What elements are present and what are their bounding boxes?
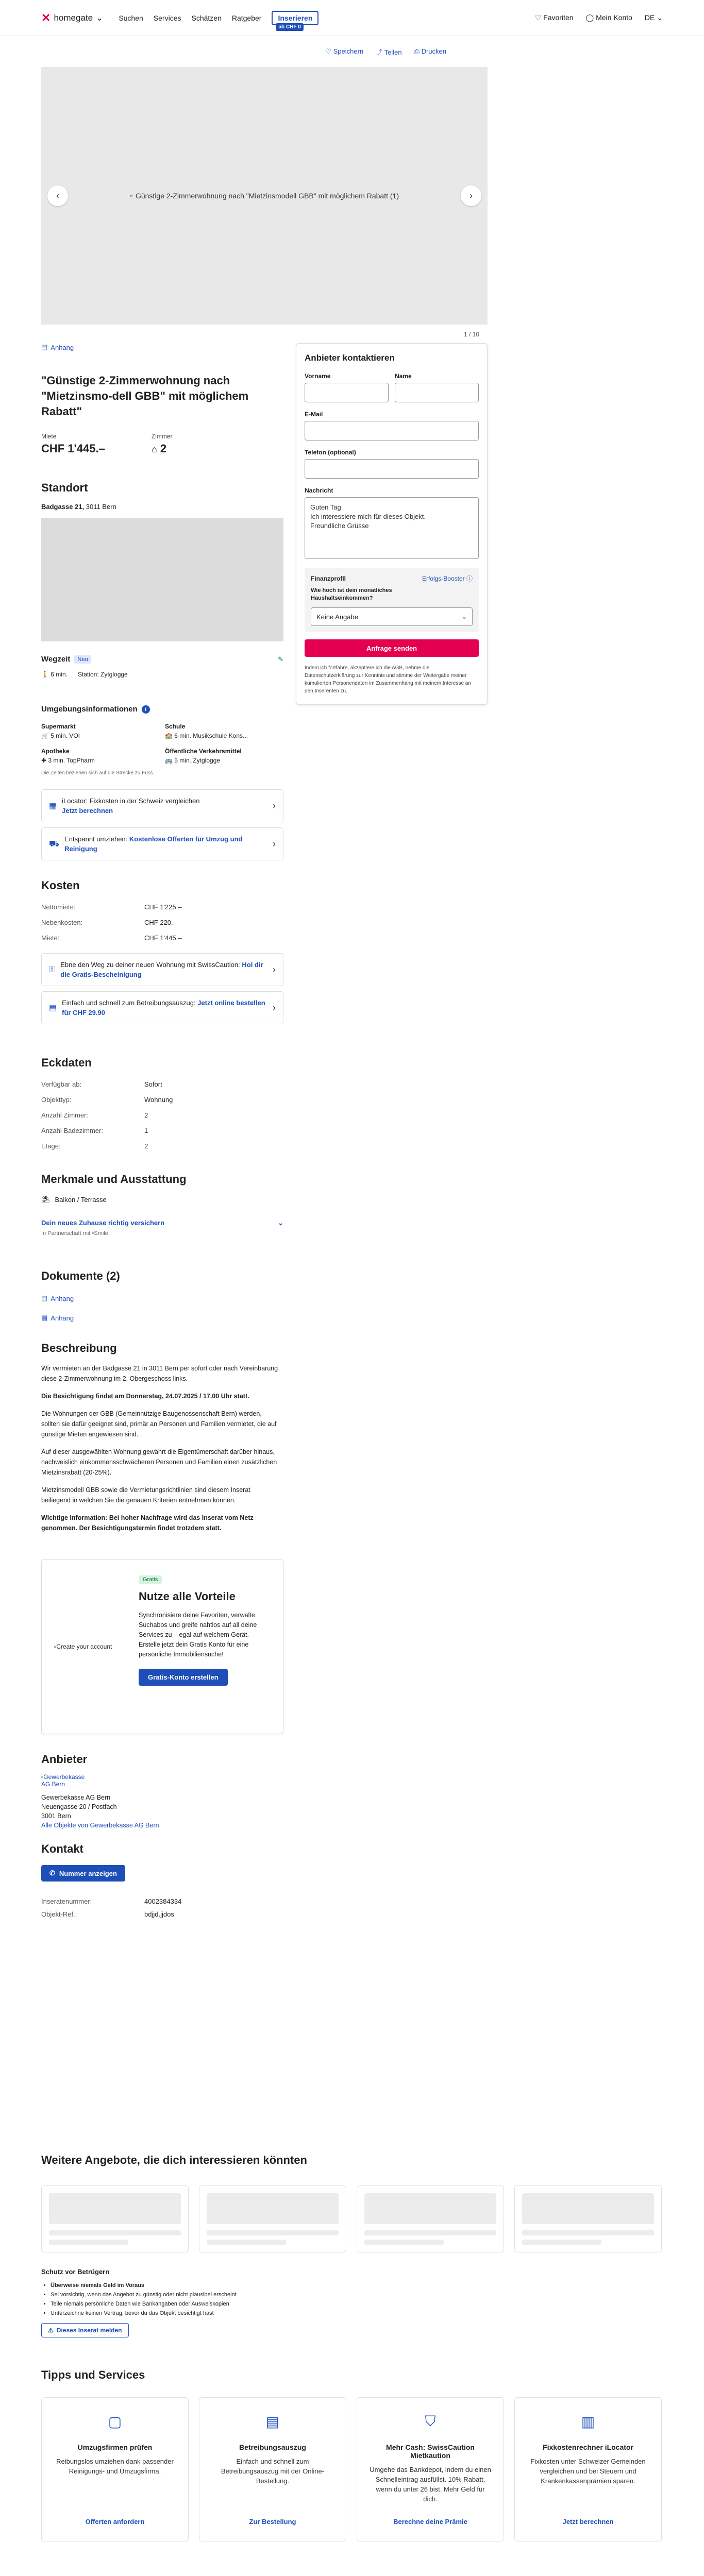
finance-booster[interactable] [422, 574, 473, 583]
description-body [41, 1363, 278, 1533]
tip-card-swisscaution[interactable] [357, 2397, 504, 2541]
homegate-logo[interactable] [41, 11, 103, 25]
tip-card-betreibung[interactable] [199, 2397, 346, 2541]
rooms-block [152, 433, 173, 455]
wayto-detail [41, 671, 283, 678]
contact-key: Objekt-Ref.: [41, 1910, 77, 1918]
tip-title: Fixkostenrechner iLocator [543, 2443, 633, 2451]
contact-form [296, 343, 488, 705]
name-row [305, 372, 479, 402]
skeleton-line [49, 2230, 181, 2235]
pencil-icon[interactable]: ✎ [278, 655, 283, 663]
rent-block [41, 433, 105, 455]
keydata-key: Anzahl Badezimmer: [41, 1127, 103, 1134]
tip-text: Fixkosten unter Schweizer Gemeinden vergleichen und bei Steuern und Krankenkassenprämien sparen. [530, 2458, 646, 2485]
moving-promo[interactable] [41, 827, 283, 860]
insert-button[interactable] [272, 11, 319, 30]
rooms-number: 2 [160, 442, 167, 455]
phone-icon: ✆ [49, 1869, 55, 1877]
info-icon: ⓘ [466, 575, 473, 582]
benefits-heading: Nutze alle Vorteile [139, 1590, 236, 1603]
tip-text: Einfach und schnell zum Betreibungsauszug mit der Online-Bestellung. [221, 2458, 325, 2485]
key-icon: ⚿ [49, 965, 56, 974]
create-account-button[interactable]: Gratis-Konto erstellen [139, 1669, 228, 1686]
keydata-key: Objekttyp: [41, 1096, 72, 1104]
phone-input[interactable] [305, 459, 479, 479]
env-value-text: 6 min. Musikschule Kons... [174, 732, 248, 739]
keydata-table [41, 1077, 283, 1154]
document-icon: ▤ [49, 1003, 57, 1012]
contact-key: Inseratenummer: [41, 1897, 92, 1905]
description-paragraph: Mietzinsmodell GBB sowie die Vermietungsrichtlinien sind diesem Inserat beiliegend in welchen Sie die genauen Kriterien entnehmen können. [41, 1486, 250, 1504]
promo-desc: Einfach und schnell zum Betreibungsauszug: [62, 999, 198, 1007]
promo-link[interactable]: Kostenlose Offerten für Umzug und Reinigung [64, 835, 243, 853]
main-nav [119, 11, 534, 30]
finance-link: Erfolgs-Booster [422, 575, 465, 582]
email-input[interactable] [305, 421, 479, 440]
print-button[interactable] [414, 47, 446, 56]
benefits-text: Synchronisiere deine Favoriten, verwalte Suchabos und greife nahtlos auf all deine Services zu – egal auf welchem Gerät. Erstelle jetzt dein Gratis Konto für eine persönliche Immobiliensuche! [139, 1612, 257, 1658]
description-paragraph: Auf dieser ausgewählten Wohnung gewährt die Eigentümerschaft darüber hinaus, nachweislich einkommensschwächeren Personen und Familien einen zusätzlichen Mietzinsrabatt (20-25%). [41, 1448, 277, 1476]
heart-icon: ♡ [534, 13, 542, 22]
environment-note: Die Zeiten beziehen sich auf die Strecke zu Fuss. [41, 770, 155, 776]
benefits-content [139, 1575, 271, 1718]
description-paragraph: Die Besichtigung findet am Donnerstag, 24.07.2025 / 17.00 Uhr statt. [41, 1393, 249, 1400]
contact-row [41, 1894, 283, 1909]
logo-text: homegate [54, 12, 93, 23]
partner-logo: ▫Smile [92, 1230, 108, 1236]
contact-value: 4002384334 [144, 1897, 182, 1905]
skeleton-line [49, 2240, 128, 2245]
description-paragraph: Wir vermieten an der Badgasse 21 in 3011 Bern per sofort oder nach Vereinbarung diese 2-Zimmerwohnung im 2. Obergeschoss links. [41, 1365, 278, 1382]
tip-text: Reibungslos umziehen dank passender Reinigungs- und Umzugsfirma. [56, 2458, 174, 2475]
wayto-time-value: 6 min. [51, 671, 68, 678]
cost-key: Nebenkosten: [41, 919, 83, 926]
printer-icon: ⎙ [414, 47, 420, 55]
keydata-key: Anzahl Zimmer: [41, 1111, 89, 1119]
provider-heading: Anbieter [41, 1753, 88, 1766]
env-value [41, 732, 165, 739]
wayto-label: Wegzeit [41, 655, 71, 664]
nav-services[interactable]: Services [153, 13, 181, 22]
nav-suchen[interactable]: Suchen [119, 13, 143, 22]
env-pharmacy [41, 748, 165, 764]
header-right [535, 13, 663, 22]
skeleton-image [364, 2193, 496, 2224]
offer-card-placeholder [41, 2185, 189, 2252]
promo-text [62, 998, 267, 1018]
wayto-station: Station: Zytglogge [77, 671, 128, 678]
tips-cards [41, 2397, 663, 2541]
listing-details [41, 343, 283, 1920]
costs-heading: Kosten [41, 879, 80, 892]
heart-icon: ♡ [325, 47, 331, 55]
promo-link[interactable]: Jetzt online bestellen für CHF 29.90 [62, 999, 265, 1016]
room-icon: ⌂ [151, 444, 157, 454]
env-label: Supermarkt [41, 723, 76, 730]
share-icon: ⤴ [376, 48, 383, 56]
provider-address [41, 1793, 283, 1830]
env-value-text: 5 min. VOI [51, 732, 80, 739]
wayto-time [41, 671, 68, 678]
nav-ratgeber[interactable]: Ratgeber [231, 13, 262, 22]
tip-link[interactable]: Offerten anfordern [85, 2518, 145, 2526]
school-icon: 🏫 [165, 732, 173, 739]
favorites-label: Favoriten [543, 13, 574, 22]
offer-card-placeholder [199, 2185, 346, 2252]
nav-schaetzen[interactable]: Schätzen [191, 13, 222, 22]
free-badge: Gratis [139, 1575, 162, 1584]
finance-question: Wie hoch ist dein monatliches Haushaltseinkommen? [311, 587, 392, 601]
email-label: E-Mail [305, 411, 323, 418]
document-icon: ▤ [41, 1314, 48, 1321]
keydata-heading: Eckdaten [41, 1056, 92, 1069]
wayto-row [41, 655, 283, 664]
broken-image-icon: ▫ [41, 1773, 44, 1781]
bus-icon: 🚌 [165, 757, 173, 764]
offer-cards [41, 2185, 663, 2252]
first-name-input[interactable] [305, 383, 389, 402]
map-icon: ▥ [581, 2414, 595, 2430]
pharmacy-icon: ✚ [41, 757, 47, 764]
report-listing-button[interactable] [41, 2323, 129, 2337]
broken-image-icon: ▫ [54, 1643, 57, 1650]
tips-heading: Tipps und Services [41, 2368, 145, 2381]
more-offers-heading: Weitere Angebote, die dich interessieren könnten [41, 2154, 307, 2166]
account-label: Mein Konto [596, 13, 632, 22]
contact-row [41, 1909, 283, 1920]
contact-form-title: Anbieter kontaktieren [305, 353, 395, 363]
rent-value: CHF 1'445.– [41, 442, 105, 455]
user-icon: ◯ [585, 13, 594, 22]
env-value [165, 757, 283, 764]
provider-line: Gewerbekasse AG Bern [41, 1794, 111, 1801]
partner-row [41, 1230, 283, 1236]
last-name-input[interactable] [395, 383, 479, 402]
provider-logo[interactable] [41, 1773, 93, 1788]
gallery-prev-button[interactable] [47, 185, 68, 206]
print-label: Drucken [421, 47, 446, 55]
save-label: Speichern [333, 47, 364, 55]
logo-icon: ✕ [41, 11, 51, 24]
skeleton-image [207, 2193, 339, 2224]
cart-icon: 🛒 [41, 732, 49, 739]
keydata-row [41, 1077, 283, 1092]
price-row [41, 433, 283, 455]
env-label: Öffentliche Verkehrsmittel [165, 748, 242, 755]
document-label: Anhang [51, 1294, 74, 1302]
top-header [0, 0, 704, 36]
broken-image-icon: ▫ [130, 192, 132, 200]
skeleton-line [522, 2230, 654, 2235]
swisscaution-promo[interactable] [41, 953, 283, 986]
address-street: Badgasse 21, [41, 503, 85, 511]
language-select[interactable]: DE ⌄ [644, 13, 663, 22]
listing-title: "Günstige 2-Zimmerwohnung nach "Mietzinsmo-dell GBB" mit möglichem Rabatt" [41, 374, 249, 418]
document-icon: ▤ [41, 1294, 48, 1302]
finance-profile [305, 568, 479, 632]
provider-line: 3001 Bern [41, 1812, 71, 1820]
chevron-right-icon: › [273, 800, 276, 811]
env-label: Apotheke [41, 748, 70, 755]
rooms-value [152, 442, 173, 455]
keydata-key: Verfügbar ab: [41, 1080, 82, 1088]
chevron-down-icon: ⌄ [96, 12, 104, 23]
gallery-image-alt: Günstige 2-Zimmerwohnung nach "Mietzinsmodell GBB" mit möglichem Rabatt (1) [135, 192, 399, 200]
ilocator-promo[interactable] [41, 789, 283, 822]
cost-key: Nettomiete: [41, 903, 76, 911]
chevron-right-icon: › [273, 838, 276, 849]
insert-label: Inserieren [278, 13, 313, 22]
document-icon: ▤ [265, 2414, 280, 2430]
keydata-value: 1 [144, 1127, 148, 1134]
fraud-box [41, 2268, 283, 2337]
skeleton-image [49, 2193, 181, 2224]
box-icon: ▢ [108, 2414, 122, 2430]
chevron-right-icon: › [273, 1002, 276, 1013]
insert-badge: ab CHF 0 [276, 23, 303, 31]
share-button[interactable] [376, 47, 401, 57]
description-paragraph: Wichtige Information: Bei hoher Nachfrage wird das Inserat vom Netz genommen. Der Besichtigungstermin findet trotzdem statt. [41, 1514, 254, 1532]
chevron-down-icon: ⌄ [278, 1219, 283, 1227]
env-value-text: 5 min. Zytglogge [174, 757, 221, 764]
shield-icon: ⛉ [425, 2413, 436, 2429]
show-number-button[interactable] [41, 1865, 125, 1882]
keydata-value: Wohnung [144, 1096, 173, 1104]
fraud-item: • Unterzeichne keinen Vertrag, bevor du das Objekt besichtigt hast [51, 2309, 283, 2318]
chevron-down-icon: ⌄ [461, 613, 467, 620]
keydata-row [41, 1092, 283, 1108]
chevron-right-icon: › [273, 964, 276, 975]
first-name-label: Vorname [305, 372, 331, 380]
account-link[interactable] [586, 13, 632, 22]
fraud-heading: Schutz vor Betrügern [41, 2268, 110, 2276]
message-label: Nachricht [305, 487, 333, 494]
tip-link[interactable]: Jetzt berechnen [562, 2518, 614, 2526]
description-heading: Beschreibung [41, 1342, 117, 1354]
send-request-button[interactable]: Anfrage senden [305, 639, 479, 657]
skeleton-line [207, 2230, 339, 2235]
document-icon: ▤ [41, 343, 48, 351]
environment-heading [41, 705, 283, 714]
keydata-value: Sofort [144, 1080, 162, 1088]
environment-grid [41, 723, 283, 764]
feature-label: Balkon / Terrasse [55, 1195, 107, 1204]
keydata-key: Etage: [41, 1142, 61, 1150]
offer-card-placeholder [357, 2185, 504, 2252]
fraud-list [41, 2281, 283, 2318]
insurance-toggle[interactable] [41, 1219, 283, 1227]
partner-label: In Partnerschaft mit [41, 1230, 91, 1236]
tip-title: Betreibungsauszug [239, 2443, 306, 2451]
cost-key: Miete: [41, 934, 60, 942]
cost-row [41, 930, 283, 946]
skeleton-image [522, 2193, 654, 2224]
tip-title: Mehr Cash: SwissCaution Mietkaution [386, 2443, 475, 2460]
skeleton-line [364, 2240, 444, 2245]
env-value [41, 757, 165, 764]
promo-text [62, 796, 199, 816]
favorites-link[interactable] [535, 13, 574, 22]
report-label: Dieses Inserat melden [56, 2327, 122, 2334]
tip-card-moving[interactable] [41, 2397, 189, 2541]
partner-logo-alt: Smile [94, 1230, 108, 1236]
fraud-item: • Teile niemals persönliche Daten wie Bankangaben oder Ausweiskopien [51, 2299, 283, 2309]
gallery-next-button[interactable] [461, 185, 481, 206]
address-city: 3011 Bern [86, 503, 116, 511]
promo-text [64, 834, 267, 854]
calculator-icon: ▦ [49, 801, 57, 810]
skeleton-line [364, 2230, 496, 2235]
feature-item [41, 1195, 283, 1204]
skeleton-line [522, 2240, 601, 2245]
contact-table [41, 1894, 283, 1920]
env-school [165, 723, 283, 739]
location-heading: Standort [41, 481, 88, 494]
legal-text: Indem ich fortfahre, akzeptiere ich die AGB, nehme die Datenschutzerklärung zur Kenntnis und stimme der Weitergabe meiner kumulierten Personendaten im Zusammenhang mit meinem Interesse an den Inserenten zu. [305, 665, 471, 694]
income-select-value: Keine Angabe [316, 613, 358, 621]
address [41, 503, 283, 511]
benefits-card [41, 1559, 283, 1734]
finance-label: Finanzprofil [311, 574, 346, 582]
warning-icon: ⚠ [48, 2327, 54, 2334]
environment-title: Umgebungsinformationen [41, 705, 138, 714]
attachment-label: Anhang [51, 343, 74, 351]
promo-link[interactable]: Hol dir die Gratis-Bescheinigung [60, 961, 263, 978]
tip-link[interactable]: Berechne deine Prämie [393, 2518, 467, 2526]
promo-desc: iLocator: Fixkosten in der Schweiz vergleichen [62, 797, 200, 805]
document-label: Anhang [51, 1314, 74, 1322]
features-heading: Merkmale und Ausstattung [41, 1173, 187, 1185]
env-value-text: 3 min. TopPharm [48, 757, 95, 764]
promo-link[interactable]: Jetzt berechnen [62, 807, 113, 815]
phone-label: Telefon (optional) [305, 449, 356, 456]
first-name-group [305, 372, 389, 402]
provider-line: Neuengasse 20 / Postfach [41, 1803, 117, 1810]
chevron-left-icon: ‹ [56, 190, 59, 201]
message-textarea[interactable] [305, 497, 479, 559]
more-offers [41, 2154, 663, 2576]
keydata-value: 2 [144, 1142, 148, 1150]
fraud-item: • Sei vorsichtig, wenn das Angebot zu günstig oder nicht plausibel erscheint [51, 2290, 283, 2299]
language-label: DE [644, 13, 655, 22]
benefits-image [54, 1575, 126, 1718]
env-supermarket [41, 723, 165, 739]
gallery-image [130, 192, 399, 200]
env-value [165, 732, 283, 739]
rooms-label: Zimmer [151, 433, 173, 440]
skeleton-line [207, 2240, 286, 2245]
benefits-image-alt: Create your account [56, 1643, 112, 1650]
gallery-counter: 1 / 10 [463, 331, 479, 338]
env-transport [165, 748, 283, 764]
tip-link[interactable]: Zur Bestellung [249, 2518, 296, 2526]
documents-heading: Dokumente (2) [41, 1269, 120, 1282]
promo-desc: Entspannt umziehen: [64, 835, 129, 843]
location-map[interactable] [41, 518, 283, 641]
income-select[interactable] [311, 607, 473, 626]
tip-card-ilocator[interactable] [514, 2397, 662, 2541]
finance-header [311, 574, 473, 583]
cost-row [41, 915, 283, 930]
contact-value: bdjjd.jjdos [144, 1910, 174, 1918]
keydata-row [41, 1123, 283, 1139]
costs-table [41, 900, 283, 946]
env-label: Schule [165, 723, 186, 730]
cost-value: CHF 1'445.– [144, 934, 182, 942]
listing-actions [0, 36, 704, 67]
cost-row [41, 900, 283, 915]
promo-text [60, 960, 267, 979]
image-gallery[interactable] [41, 67, 488, 338]
rent-label: Miete [41, 433, 57, 440]
info-icon[interactable]: i [142, 705, 150, 714]
insurance-label: Dein neues Zuhause richtig versichern [41, 1219, 165, 1227]
new-badge: Neu [74, 655, 91, 664]
share-label: Teilen [384, 48, 402, 56]
provider-all-objects-link[interactable]: Alle Objekte von Gewerbekasse AG Bern [41, 1822, 159, 1829]
promo-desc: Ebne den Weg zu deiner neuen Wohnung mit SwissCaution: [60, 961, 242, 969]
truck-icon: ⛟ [49, 839, 60, 849]
tip-text: Umgehe das Bankdepot, indem du einen Schnelleintrag ausfüllst. 10% Rabatt, wenn du unter 26 bist. Mehr Geld für dich. [370, 2466, 491, 2503]
walking-icon: 🚶 [41, 671, 49, 678]
save-button[interactable] [325, 47, 363, 56]
keydata-row [41, 1108, 283, 1123]
chevron-right-icon: › [470, 190, 473, 201]
attachment-link[interactable] [41, 343, 283, 351]
cost-value: CHF 220.– [144, 919, 177, 926]
keydata-value: 2 [144, 1111, 148, 1119]
offer-card-placeholder [514, 2185, 662, 2252]
document-link[interactable] [41, 1294, 283, 1302]
last-name-group [395, 372, 479, 402]
show-number-label: Nummer anzeigen [59, 1869, 117, 1877]
betreibung-promo[interactable] [41, 991, 283, 1024]
keydata-row [41, 1139, 283, 1154]
balcony-icon: ⛱ [41, 1195, 50, 1203]
last-name-label: Name [395, 372, 412, 380]
provider-logo-alt: Gewerbekasse AG Bern [41, 1773, 85, 1788]
contact-heading: Kontakt [41, 1842, 83, 1855]
fraud-item: • Überweise niemals Geld im Voraus [51, 2281, 283, 2290]
tip-title: Umzugsfirmen prüfen [77, 2443, 153, 2451]
document-link[interactable] [41, 1314, 283, 1322]
description-paragraph: Die Wohnungen der GBB (Gemeinnützige Baugenossenschaft Bern) werden, sollten sie dafür geeignet sind, primär an Personen und Familien vermietet, die auf günstige Mieten angewiesen sind. [41, 1410, 277, 1438]
cost-value: CHF 1'225.– [144, 903, 182, 911]
